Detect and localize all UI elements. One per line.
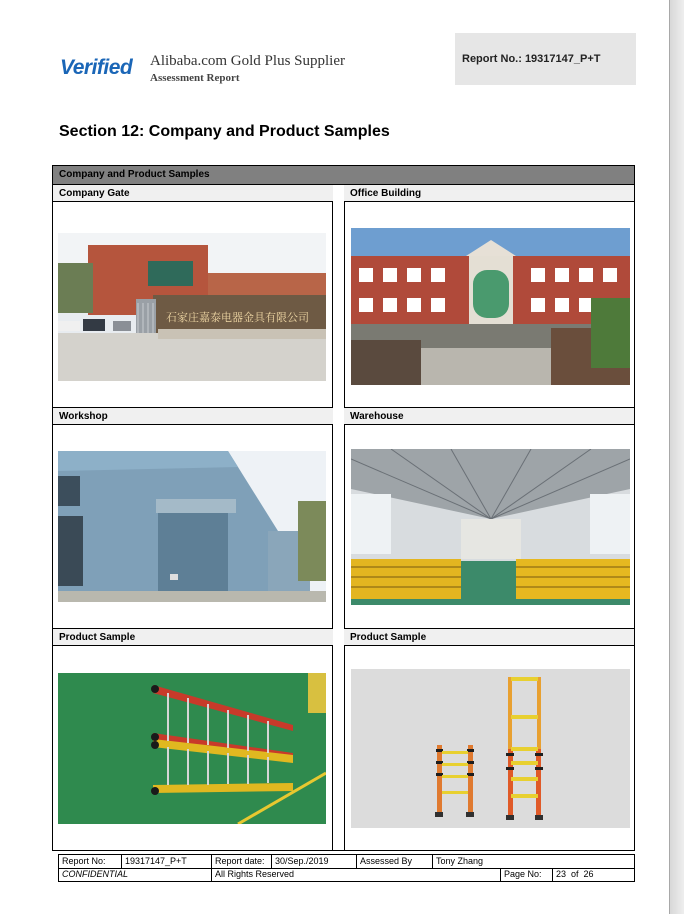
warehouse-photo xyxy=(351,449,630,605)
cell-title-office-building xyxy=(344,184,634,202)
company-gate-image xyxy=(58,233,326,381)
cell-title-warehouse xyxy=(344,407,634,425)
warehouse-image xyxy=(351,449,630,605)
report-number-label: Report No.: 19317147_P+T xyxy=(462,53,601,65)
footer-page-label: Page No: xyxy=(504,869,542,879)
footer-confidential: CONFIDENTIAL xyxy=(62,869,129,879)
footer-cell xyxy=(212,868,501,881)
report-type: Assessment Report xyxy=(150,72,240,84)
cell-title-label: Workshop xyxy=(59,411,108,422)
footer-rights: All Rights Reserved xyxy=(215,869,295,879)
samples-table xyxy=(52,165,635,851)
cell-title-workshop xyxy=(53,407,333,425)
workshop-image xyxy=(58,451,326,602)
footer-report-no: 19317147_P+T xyxy=(125,856,187,866)
footer-cell xyxy=(553,868,634,881)
footer-report-date: 30/Sep./2019 xyxy=(275,856,329,866)
footer-cell xyxy=(501,868,553,881)
footer-assessed-by: Tony Zhang xyxy=(436,856,484,866)
footer-assessed-by-label: Assessed By xyxy=(360,856,413,866)
table-header xyxy=(53,166,634,185)
workshop-photo xyxy=(58,451,326,602)
footer-cell xyxy=(433,855,634,868)
column-divider xyxy=(332,185,333,408)
footer-cell xyxy=(212,855,272,868)
product-sample-telescopic-photo xyxy=(351,669,630,828)
verified-logo: Verified xyxy=(60,56,133,79)
footer-cell xyxy=(59,868,212,881)
cell-title-product-sample-2 xyxy=(344,628,634,646)
cell-title-label: Company Gate xyxy=(59,188,130,199)
cell-title-label: Warehouse xyxy=(350,411,404,422)
cell-title-label: Office Building xyxy=(350,188,422,199)
supplier-line: Alibaba.com Gold Plus Supplier xyxy=(150,53,345,69)
page-edge-shadow xyxy=(670,0,684,914)
report-footer xyxy=(58,854,635,882)
footer-report-date-label: Report date: xyxy=(215,856,265,866)
telescopic-ladder-image xyxy=(351,669,630,828)
footer-report-no-label: Report No: xyxy=(62,856,106,866)
cell-title-product-sample-1 xyxy=(53,628,333,646)
ladder-image xyxy=(58,673,326,824)
column-divider xyxy=(332,628,333,850)
footer-page-value: 23 of 26 xyxy=(556,869,594,879)
footer-row-1 xyxy=(59,855,634,869)
company-gate-photo xyxy=(58,233,326,381)
office-building-photo xyxy=(351,228,630,385)
footer-cell xyxy=(272,855,357,868)
footer-cell xyxy=(357,855,433,868)
column-divider xyxy=(344,628,345,850)
footer-row-2 xyxy=(59,868,634,881)
section-title: Section 12: Company and Product Samples xyxy=(59,123,390,140)
footer-cell xyxy=(59,855,122,868)
company-sign-text: 石家庄嘉泰电器金具有限公司 xyxy=(166,311,309,324)
table-header-label: Company and Product Samples xyxy=(59,169,210,180)
product-sample-ladder-photo xyxy=(58,673,326,824)
column-divider xyxy=(344,407,345,629)
column-divider xyxy=(332,407,333,629)
cell-title-company-gate xyxy=(53,184,333,202)
footer-cell xyxy=(122,855,212,868)
office-building-image xyxy=(351,228,630,385)
column-divider xyxy=(344,185,345,408)
cell-title-label: Product Sample xyxy=(350,632,427,643)
report-number-box xyxy=(455,33,636,85)
cell-title-label: Product Sample xyxy=(59,632,136,643)
